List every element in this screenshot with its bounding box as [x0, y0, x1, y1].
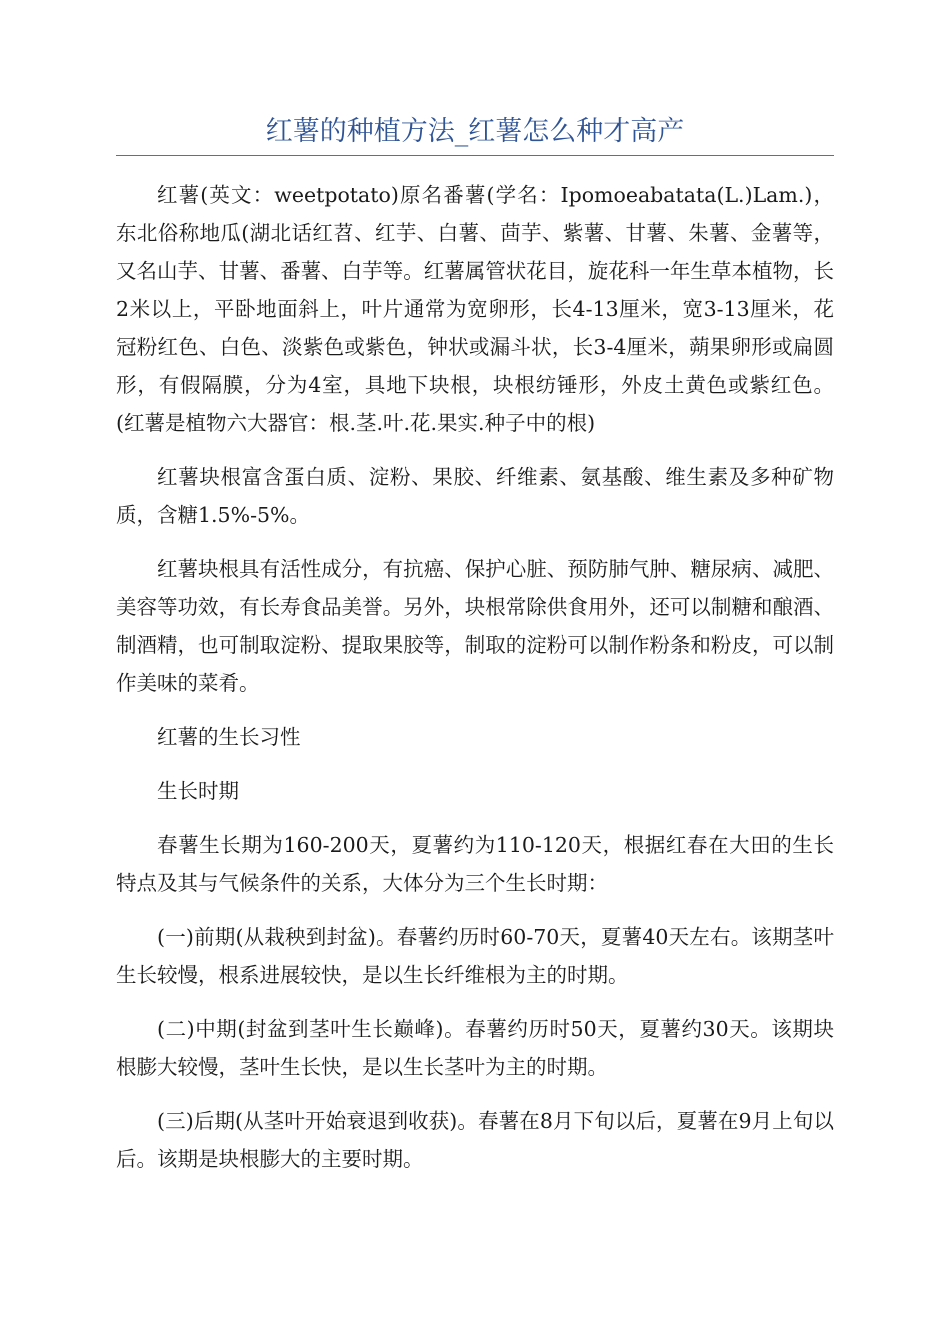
document-title: 红薯的种植方法_红薯怎么种才高产: [116, 112, 834, 156]
paragraph-benefits: 红薯块根具有活性成分，有抗癌、保护心脏、预防肺气肿、糖尿病、减肥、美容等功效，有长寿食品美誉。另外，块根常除供食用外，还可以制糖和酿酒、制酒精，也可制取淀粉、提取果胶等，制取的淀粉可以制作粉条和粉皮，可以制作美味的菜肴。: [116, 557, 834, 695]
section-heading-growth-period: 生长时期: [157, 779, 239, 803]
paragraph-nutrition: 红薯块根富含蛋白质、淀粉、果胶、纤维素、氨基酸、维生素及多种矿物质，含糖1.5%-5%。: [116, 465, 834, 527]
paragraph-early-stage: (一)前期(从栽秧到封盆)。春薯约历时60-70天，夏薯40天左右。该期茎叶生长较慢，根系进展较快，是以生长纤维根为主的时期。: [116, 925, 834, 987]
section-heading-growth-habits: 红薯的生长习性: [157, 725, 301, 749]
document-body: [116, 176, 834, 1194]
paragraph-late-stage: (三)后期(从茎叶开始衰退到收获)。春薯在8月下旬以后，夏薯在9月上旬以后。该期是块根膨大的主要时期。: [116, 1109, 834, 1171]
paragraph-middle-stage: (二)中期(封盆到茎叶生长巅峰)。春薯约历时50天，夏薯约30天。该期块根膨大较慢，茎叶生长快，是以生长茎叶为主的时期。: [116, 1017, 834, 1079]
paragraph-growth-period: 春薯生长期为160-200天，夏薯约为110-120天，根据红春在大田的生长特点及其与气候条件的关系，大体分为三个生长时期：: [116, 833, 834, 895]
paragraph-intro: 红薯(英文：weetpotato)原名番薯(学名：Ipomoeabatata(L.)Lam.)，东北俗称地瓜(湖北话红苕、红芋、白薯、茴芋、紫薯、甘薯、朱薯、金薯等，又名山芋、甘薯、番薯、白芋等。红薯属管状花目，旋花科一年生草本植物，长2米以上，平卧地面斜上，叶片通常为宽卵形，长4-13厘米，宽3-13厘米，花冠粉红色、白色、淡紫色或紫色，钟状或漏斗状，长3-4厘米，蒴果卵形或扁圆形，有假隔膜，分为4室，具地下块根，块根纺锤形，外皮土黄色或紫红色。(红薯是植物六大器官：根.茎.叶.花.果实.种子中的根): [116, 183, 834, 435]
